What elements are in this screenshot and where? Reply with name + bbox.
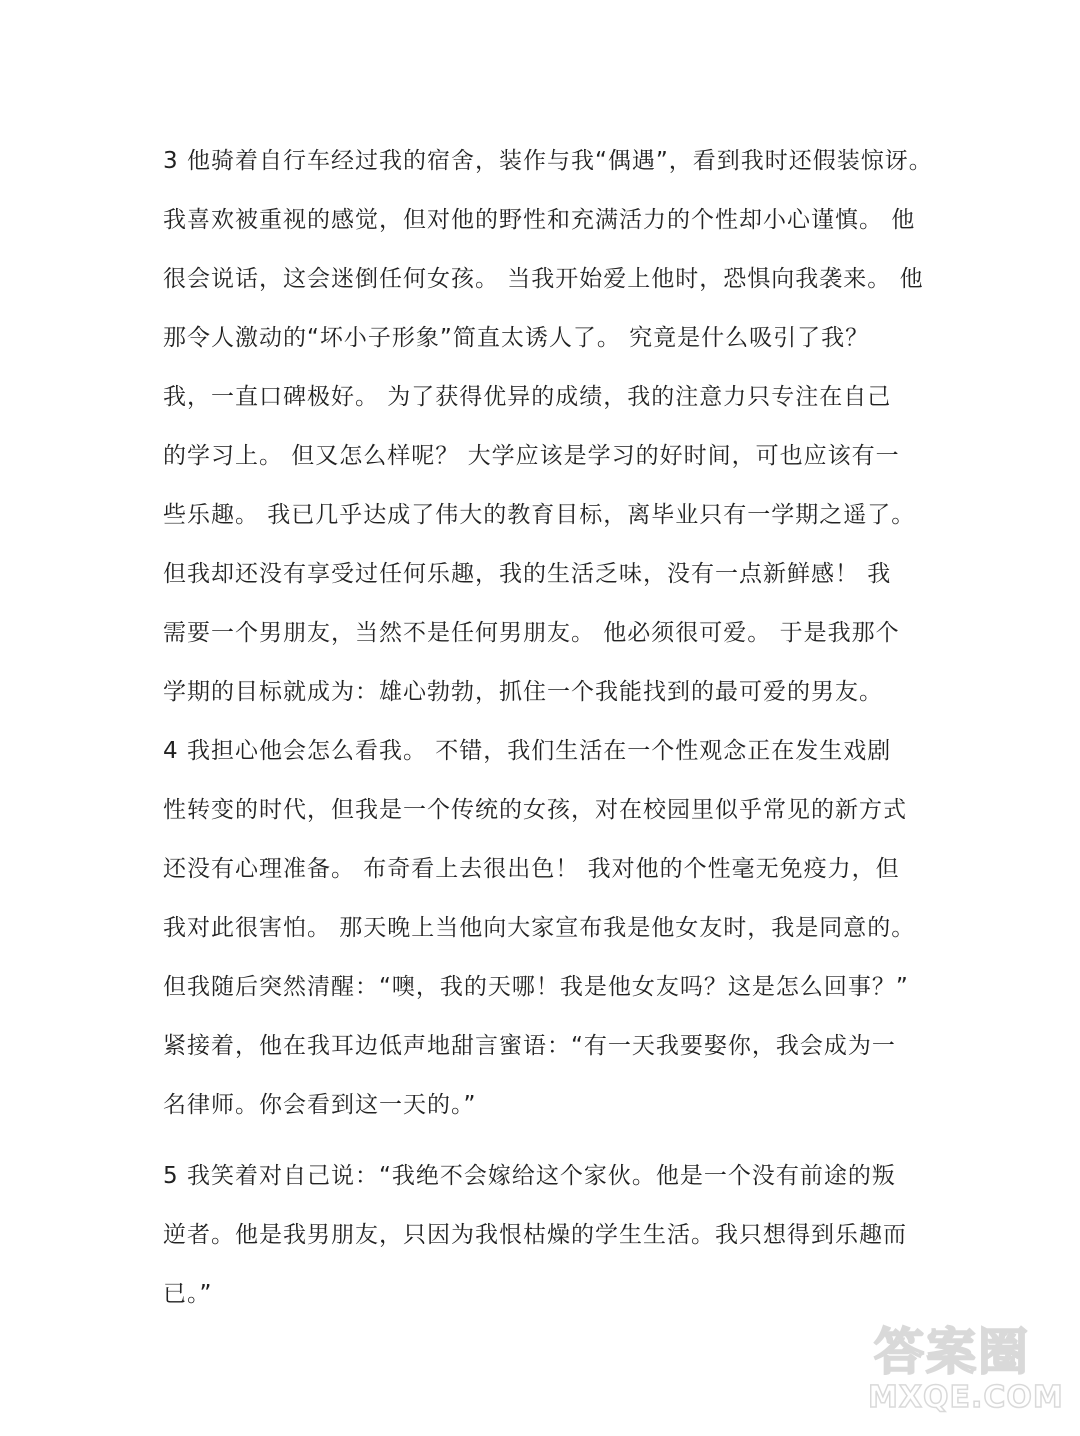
watermark-title: 答案圈 bbox=[874, 1323, 1030, 1381]
text-line: 很会说话，这会迷倒任何女孩。 当我开始爱上他时，恐惧向我袭来。 他 bbox=[163, 266, 924, 292]
paragraph-5 bbox=[163, 1147, 923, 1324]
text-line: 那令人激动的“坏小子形象”简直太诱人了。 究竟是什么吸引了我？ bbox=[163, 325, 870, 351]
text-line: 些乐趣。 我已几乎达成了伟大的教育目标，离毕业只有一学期之遥了。 bbox=[163, 502, 916, 528]
watermark-logo bbox=[868, 1312, 1064, 1422]
text-line: 性转变的时代，但我是一个传统的女孩，对在校园里似乎常见的新方式 bbox=[163, 797, 907, 823]
text-line: 我，一直口碑极好。 为了获得优异的成绩，我的注意力只专注在自己 bbox=[163, 384, 892, 410]
text-line: 我喜欢被重视的感觉，但对他的野性和充满活力的个性却小心谨慎。 他 bbox=[163, 207, 916, 233]
text-line: 学期的目标就成为：雄心勃勃，抓住一个我能找到的最可爱的男友。 bbox=[163, 679, 883, 705]
text-line: 但我随后突然清醒：“噢，我的天哪！我是他女友吗？这是怎么回事？” bbox=[163, 974, 909, 1000]
text-line: 的学习上。 但又怎么样呢？ 大学应该是学习的好时间，可也应该有一 bbox=[163, 443, 900, 469]
text-line: 还没有心理准备。 布奇看上去很出色！ 我对他的个性毫无免疫力，但 bbox=[163, 856, 900, 882]
text-line: 5 我笑着对自己说：“我绝不会嫁给这个家伙。他是一个没有前途的叛 bbox=[163, 1163, 896, 1189]
text-line: 已。” bbox=[163, 1281, 213, 1307]
text-line: 逆者。他是我男朋友，只因为我恨枯燥的学生生活。我只想得到乐趣而 bbox=[163, 1222, 907, 1248]
text-line: 我对此很害怕。 那天晚上当他向大家宣布我是他女友时，我是同意的。 bbox=[163, 915, 916, 941]
text-line: 但我却还没有享受过任何乐趣，我的生活乏味，没有一点新鲜感！ 我 bbox=[163, 561, 892, 587]
text-line: 3 他骑着自行车经过我的宿舍，装作与我“偶遇”，看到我时还假装惊讶。 bbox=[163, 148, 933, 174]
paragraph-3 bbox=[163, 132, 933, 722]
paragraph-4 bbox=[163, 722, 923, 1135]
watermark-url: MXQE.COM bbox=[868, 1380, 1064, 1415]
text-line: 名律师。你会看到这一天的。” bbox=[163, 1092, 477, 1118]
text-line: 需要一个男朋友，当然不是任何男朋友。 他必须很可爱。 于是我那个 bbox=[163, 620, 900, 646]
text-line: 4 我担心他会怎么看我。 不错，我们生活在一个性观念正在发生戏剧 bbox=[163, 738, 892, 764]
text-line: 紧接着，他在我耳边低声地甜言蜜语：“有一天我要娶你，我会成为一 bbox=[163, 1033, 896, 1059]
